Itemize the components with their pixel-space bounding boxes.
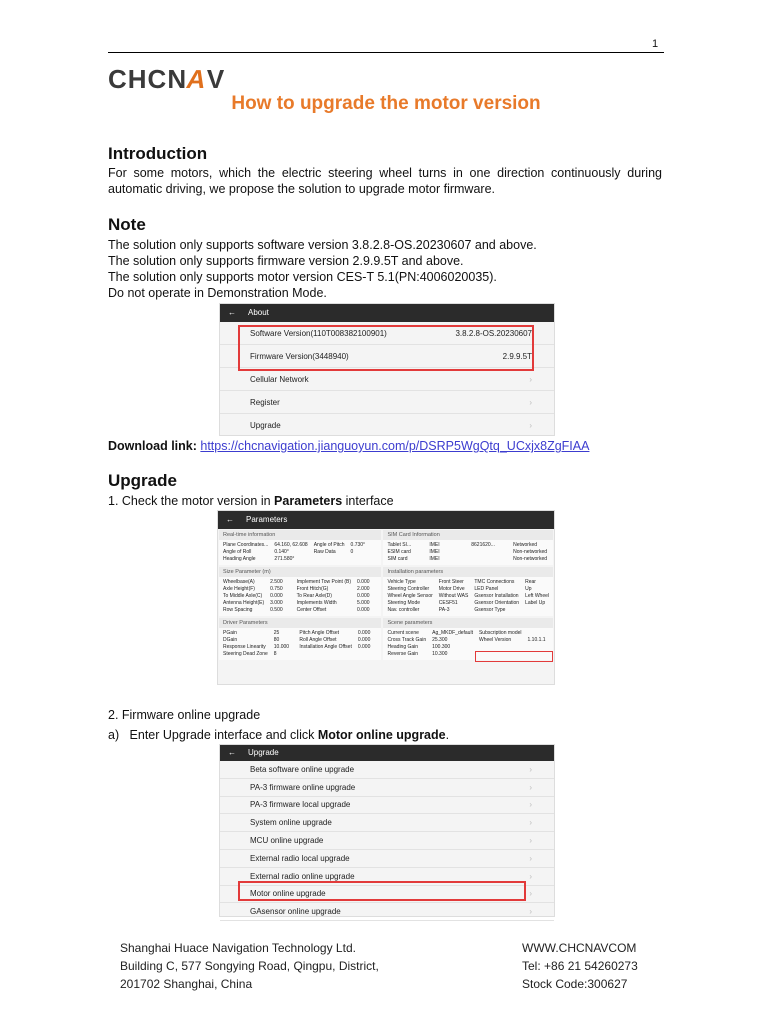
params-section-title: Real-time information bbox=[219, 530, 381, 540]
params-cell: 271.580° bbox=[274, 556, 295, 562]
footer-line: Stock Code:300627 bbox=[522, 977, 628, 991]
params-cell: Steering Mode bbox=[387, 600, 421, 606]
params-cell bbox=[299, 651, 351, 658]
upgrade-heading: Upgrade bbox=[108, 471, 177, 490]
params-section bbox=[383, 567, 553, 616]
intro-text: For some motors, which the electric steering wheel turns in one direction continuously during automatic driving, we propose the solution to upgrade motor firmware. bbox=[108, 166, 662, 196]
params-cell: 0.500 bbox=[270, 607, 283, 613]
params-cell: 8621620... bbox=[471, 542, 495, 548]
header-rule bbox=[108, 52, 664, 53]
params-cell: Installation Angle Offset bbox=[299, 644, 352, 650]
params-section bbox=[219, 567, 381, 616]
params-title: Parameters bbox=[246, 515, 288, 524]
params-cell: Tablet SI... bbox=[387, 542, 412, 548]
params-section-title: Scene parameters bbox=[383, 618, 553, 628]
params-cell: Axle Height(F) bbox=[223, 586, 255, 592]
params-cell: Implement Tow Point (B) bbox=[296, 579, 351, 585]
params-cell: Motor Drive bbox=[438, 586, 465, 592]
footer-line: Building C, 577 Songying Road, Qingpu, District, bbox=[120, 959, 379, 973]
params-cell: Plane Coordinates... bbox=[223, 542, 269, 548]
chcnav-logo: CHCNAV bbox=[108, 64, 226, 94]
params-cell: CESF51 bbox=[438, 600, 458, 606]
params-section-title: Driver Parameters bbox=[219, 618, 381, 628]
upgrade-item-label: GAsensor online upgrade bbox=[250, 907, 341, 917]
upgrade-item[interactable] bbox=[220, 814, 554, 832]
params-cell: IMEI bbox=[429, 556, 440, 562]
params-cell: Gsensor Type bbox=[474, 607, 506, 613]
upgrade-step2: 2. Firmware online upgrade bbox=[108, 708, 261, 722]
params-cell: LED Panel bbox=[474, 586, 499, 592]
row-label: Software Version(110T008382100901) bbox=[250, 328, 387, 338]
upgrade-title: Upgrade bbox=[248, 748, 279, 757]
about-title: About bbox=[248, 308, 269, 317]
params-cell: 0.000 bbox=[357, 630, 371, 636]
note-line: The solution only supports motor version CES-T 5.1(PN:4006020035). bbox=[108, 270, 497, 284]
params-cell: Wheel Angle Sensor bbox=[387, 593, 433, 599]
upgrade-item-label: Motor online upgrade bbox=[250, 889, 326, 899]
chevron-right-icon: › bbox=[529, 782, 532, 792]
params-cell: Gsensor Installation bbox=[474, 593, 519, 599]
footer-line: 201702 Shanghai, China bbox=[120, 977, 253, 991]
highlight-box bbox=[238, 325, 534, 371]
upgrade-item-label: Beta software online upgrade bbox=[250, 764, 355, 774]
page-number: 1 bbox=[652, 38, 659, 50]
params-cell: Non-networked bbox=[513, 549, 548, 555]
chevron-right-icon: › bbox=[529, 853, 532, 863]
chevron-right-icon: › bbox=[529, 836, 532, 846]
params-cell bbox=[358, 651, 378, 658]
params-section-title: Installation parameters bbox=[383, 567, 553, 577]
params-cell: 0.000 bbox=[357, 593, 370, 599]
params-cell bbox=[528, 630, 550, 637]
upgrade-item-label: External radio local upgrade bbox=[250, 853, 350, 863]
back-arrow-icon: ← bbox=[226, 515, 234, 524]
params-cell: SIM card bbox=[387, 556, 408, 562]
step-text: . bbox=[445, 728, 450, 742]
params-cell: PA-3 bbox=[438, 607, 450, 613]
row-label: Register bbox=[250, 397, 280, 407]
params-cell: Current scene bbox=[387, 630, 419, 636]
download-link[interactable]: https://chcnavigation.jianguoyun.com/p/DSRP5WgQtq_UCxjx8ZgFIAA bbox=[200, 439, 590, 453]
back-arrow-icon: ← bbox=[228, 748, 236, 757]
about-row-cellular bbox=[220, 368, 554, 391]
params-cell: Steering Controller bbox=[387, 586, 430, 592]
params-cell: Roll Angle Offset bbox=[299, 637, 337, 643]
params-cell: Angle of Pitch bbox=[313, 542, 345, 548]
params-cell: Up bbox=[525, 586, 532, 592]
params-cell: PGain bbox=[223, 630, 237, 636]
params-cell: Vehicle Type bbox=[387, 579, 416, 585]
params-cell: 0.750 bbox=[270, 586, 283, 592]
params-cell: Wheelbase(A) bbox=[223, 579, 255, 585]
step-text: interface bbox=[342, 494, 394, 508]
params-cell: Heading Gain bbox=[387, 644, 419, 650]
params-cell bbox=[314, 556, 345, 563]
params-cell: Front Hitch(G) bbox=[296, 586, 329, 592]
back-arrow-icon: ← bbox=[228, 308, 236, 317]
params-cell: 0.730° bbox=[350, 542, 366, 548]
params-cell: 80 bbox=[273, 637, 280, 643]
params-cell: 0.000 bbox=[357, 644, 371, 650]
upgrade-item[interactable] bbox=[220, 797, 554, 815]
upgrade-step1 bbox=[108, 493, 394, 509]
params-cell: Row Spacing bbox=[223, 607, 253, 613]
params-grid bbox=[218, 529, 554, 661]
step-text: 1. Check the motor version in bbox=[108, 494, 275, 508]
params-cell: 0.000 bbox=[270, 593, 283, 599]
upgrade-item[interactable] bbox=[220, 850, 554, 868]
chevron-right-icon: › bbox=[529, 764, 532, 774]
params-section bbox=[219, 618, 381, 660]
params-cell: 0.140° bbox=[274, 549, 289, 555]
row-label: Upgrade bbox=[250, 420, 281, 430]
chevron-right-icon: › bbox=[529, 374, 532, 384]
params-cell bbox=[351, 556, 378, 563]
params-cell: Label Up bbox=[525, 600, 546, 606]
footer-line: WWW.CHCNAVCOM bbox=[522, 941, 637, 955]
params-cell: Pitch Angle Offset bbox=[299, 630, 340, 636]
step-bold: Parameters bbox=[274, 494, 343, 508]
params-cell: DGain bbox=[223, 637, 238, 643]
params-cell: IMEI bbox=[429, 542, 440, 548]
upgrade-item-label: PA-3 firmware local upgrade bbox=[250, 800, 351, 810]
chevron-right-icon: › bbox=[529, 818, 532, 828]
params-section-title: SIM Card Information bbox=[383, 530, 553, 540]
footer-contact bbox=[522, 939, 638, 993]
params-cell: TMC Connections bbox=[474, 579, 515, 585]
download-label: Download link: bbox=[108, 439, 197, 453]
about-screenshot bbox=[219, 303, 555, 436]
params-cell: 2.500 bbox=[270, 579, 283, 585]
footer-line: Tel: +86 21 54260273 bbox=[522, 959, 638, 973]
params-cell: 0.000 bbox=[357, 607, 370, 613]
upgrade-item[interactable] bbox=[220, 779, 554, 797]
footer-address bbox=[120, 939, 379, 993]
params-cell: 5.000 bbox=[357, 600, 370, 606]
params-cell: Without WAS bbox=[438, 593, 469, 599]
chevron-right-icon: › bbox=[529, 800, 532, 810]
params-cell: Front Steer bbox=[438, 579, 464, 585]
intro-heading: Introduction bbox=[108, 144, 208, 163]
download-line bbox=[108, 438, 589, 454]
about-row-upgrade bbox=[220, 414, 554, 436]
params-section bbox=[219, 530, 381, 565]
params-cell: 0.000 bbox=[357, 637, 371, 643]
upgrade-item[interactable] bbox=[220, 761, 554, 779]
params-cell bbox=[479, 644, 522, 651]
note-line: Do not operate in Demonstration Mode. bbox=[108, 286, 327, 300]
params-cell: Heading Angle bbox=[223, 556, 256, 562]
note-heading: Note bbox=[108, 215, 146, 234]
parameters-screenshot bbox=[217, 510, 555, 685]
params-cell: Antenna Height(E) bbox=[223, 600, 265, 606]
params-cell: Center Offset bbox=[296, 607, 327, 613]
params-cell: 64.160, 62.608 bbox=[274, 542, 308, 548]
highlight-box bbox=[475, 651, 553, 662]
params-cell: Response Linearity bbox=[223, 644, 266, 650]
params-cell: Implements Width bbox=[296, 600, 337, 606]
upgrade-item-label: MCU online upgrade bbox=[250, 836, 324, 846]
params-cell: IMEI bbox=[429, 549, 440, 555]
note-lines bbox=[108, 237, 664, 301]
highlight-box bbox=[238, 881, 526, 901]
chevron-right-icon: › bbox=[529, 420, 532, 430]
chevron-right-icon: › bbox=[529, 889, 532, 899]
params-cell: To Middle Axle(C) bbox=[223, 593, 263, 599]
params-cell: Gsensor Orientation bbox=[474, 600, 520, 606]
upgrade-item-label: System online upgrade bbox=[250, 818, 332, 828]
params-cell: ESIM card bbox=[387, 549, 411, 555]
params-cell: Subscription model bbox=[478, 630, 522, 636]
params-cell: 25.300 bbox=[432, 637, 448, 643]
params-cell: Nav. controller bbox=[387, 607, 420, 613]
step-text: a) Enter Upgrade interface and click bbox=[108, 728, 318, 742]
params-cell: Networked bbox=[513, 542, 538, 548]
params-cell: To Rear Axle(D) bbox=[296, 593, 332, 599]
params-cell: Angle of Roll bbox=[223, 549, 252, 555]
params-cell: Non-networked bbox=[513, 556, 548, 562]
row-value: 2.9.9.5T bbox=[502, 351, 532, 361]
upgrade-item[interactable] bbox=[220, 903, 554, 921]
params-cell: 2.000 bbox=[357, 586, 370, 592]
params-titlebar bbox=[218, 511, 554, 529]
upgrade-step2a bbox=[108, 727, 449, 743]
params-cell: 0.000 bbox=[357, 579, 370, 585]
upgrade-titlebar bbox=[220, 745, 554, 761]
params-cell bbox=[471, 549, 507, 556]
params-cell: Ag_MKDF_default bbox=[432, 630, 473, 636]
params-cell: Cross Track Gain bbox=[387, 637, 427, 643]
params-cell: 3.000 bbox=[270, 600, 283, 606]
row-value: 3.8.2.8-OS.20230607 bbox=[455, 328, 532, 338]
upgrade-item[interactable] bbox=[220, 832, 554, 850]
chevron-right-icon: › bbox=[529, 397, 532, 407]
params-cell: 1.10.1.1 bbox=[527, 637, 546, 643]
params-cell: Raw Data bbox=[313, 549, 336, 555]
footer-line: Shanghai Huace Navigation Technology Ltd. bbox=[120, 941, 356, 955]
params-cell bbox=[525, 607, 549, 614]
row-label: Firmware Version(3448940) bbox=[250, 351, 349, 361]
params-cell: 10.300 bbox=[432, 651, 448, 657]
upgrade-item-label: External radio online upgrade bbox=[250, 871, 355, 881]
params-cell: 25 bbox=[273, 630, 280, 636]
params-cell: 0 bbox=[350, 549, 354, 555]
params-cell: 8 bbox=[273, 651, 277, 657]
params-cell: Left Wheel bbox=[525, 593, 549, 599]
chevron-right-icon: › bbox=[529, 907, 532, 917]
params-cell bbox=[471, 556, 507, 563]
params-cell: Wheel Version bbox=[478, 637, 512, 643]
upgrade-screenshot bbox=[219, 744, 555, 917]
row-label: Cellular Network bbox=[250, 374, 309, 384]
upgrade-item-label: PA-3 firmware online upgrade bbox=[250, 782, 356, 792]
params-cell: 100.300 bbox=[432, 644, 451, 650]
params-cell: 10.000 bbox=[273, 644, 290, 650]
params-cell: Rear bbox=[525, 579, 536, 585]
about-titlebar bbox=[220, 304, 554, 322]
params-cell bbox=[528, 644, 550, 651]
params-cell: Reverse Gain bbox=[387, 651, 419, 657]
params-cell: Steering Dead Zone bbox=[223, 651, 268, 657]
step-bold: Motor online upgrade bbox=[317, 728, 446, 742]
params-section bbox=[383, 530, 553, 565]
note-line: The solution only supports software version 3.8.2.8-OS.20230607 and above. bbox=[108, 238, 537, 252]
about-row-register bbox=[220, 391, 554, 414]
page-title: How to upgrade the motor version bbox=[231, 93, 541, 114]
chevron-right-icon: › bbox=[529, 871, 532, 881]
note-line: The solution only supports firmware version 2.9.9.5T and above. bbox=[108, 254, 464, 268]
params-section-title: Size Parameter (m) bbox=[219, 567, 381, 577]
